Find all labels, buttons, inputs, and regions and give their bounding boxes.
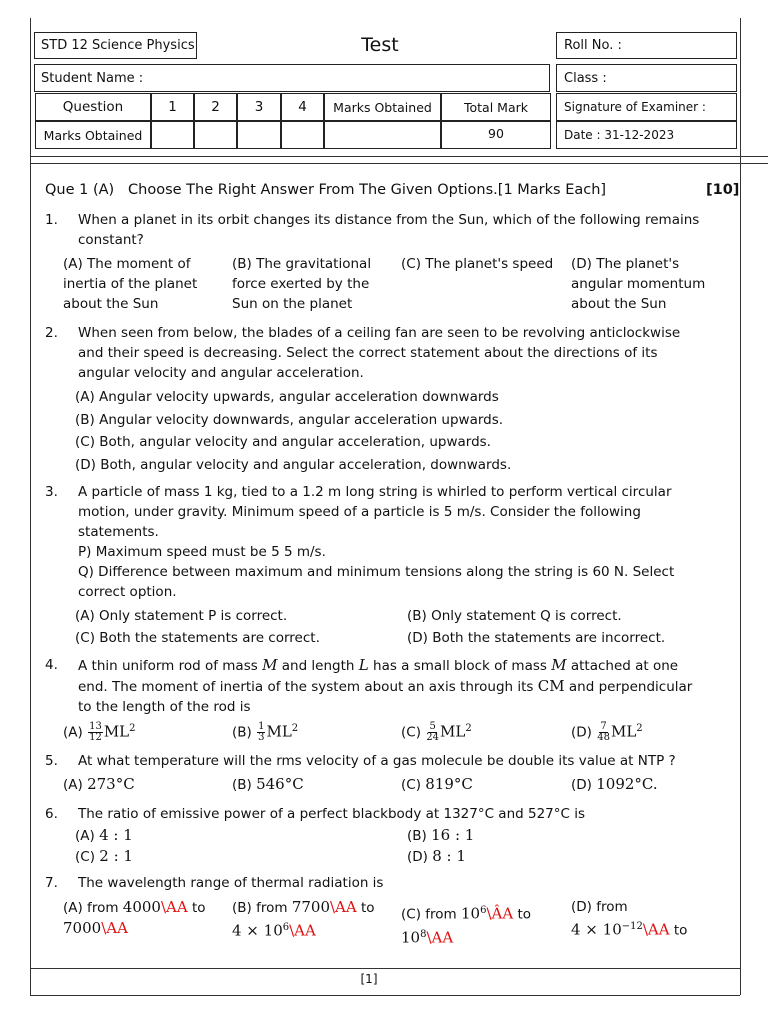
q7-number: 7. [45,875,58,891]
q7-c-from: 10 [460,904,481,923]
q4-text [78,655,708,717]
q7-d-exp: −12 [621,921,643,932]
frame-bottom-line [30,995,740,996]
q6-b-label: (B) [407,828,427,844]
q-num-4: 4 [298,99,307,115]
q4-text-1: A thin uniform rod of mass [78,658,258,674]
frame-footer-line [30,968,740,969]
q4-b-label: (B) [232,724,252,741]
q7-a-from: 4000 [122,898,161,916]
q5-option-b [232,774,304,795]
q6-d-value: 8 : 1 [432,847,466,865]
q-col-2 [194,93,237,121]
q4-b-sq: 2 [291,723,299,734]
section-marks: [10] [706,182,740,198]
q4-option-c [401,719,472,743]
student-name-label: Student Name : [41,70,144,86]
q-col-3 [237,93,281,121]
class-box [556,64,737,92]
section-title: Que 1 (A) Choose The Right Answer From The Given Options.[1 Marks Each] [45,182,607,198]
marks-obtained-row-head [35,121,151,149]
q-num-1: 1 [168,99,177,115]
q4-c-fraction [426,722,439,743]
q7-a-unit-2: \AA [101,919,128,937]
q5-b-value: 546°C [256,775,304,793]
q4-length-symbol: L [358,656,369,674]
q7-c-end: 10 [401,928,421,946]
roll-no-box [556,32,737,59]
q4-option-d [571,719,643,743]
q4-b-num: 1 [258,721,265,732]
marks-obtained-head-label: Marks Obtained [333,99,432,115]
q7-b-from: 7700 [291,898,330,916]
q7-b-from-label: (B) from [232,900,288,916]
q6-d-label: (D) [407,849,428,865]
q7-b-unit-1: \AA [330,898,357,916]
q7-b-to: to [361,900,375,916]
q4-d-den: 48 [597,732,610,743]
q4-text-3: has a small block of mass [373,658,547,674]
q6-option-a [75,825,133,846]
q3-option-d: (D) Both the statements are incorrect. [407,630,666,646]
q5-text: At what temperature will the rms velocity of a gas molecule be double its value at NTP ? [78,753,676,769]
q4-cm-symbol: CM [537,677,565,695]
q7-option-d [571,897,736,941]
q1-number: 1. [45,212,58,228]
q7-b-unit-2: \AA [289,921,316,940]
q4-b-ml: ML [266,722,292,741]
test-title: Test [361,34,399,56]
q7-text: The wavelength range of thermal radiation is [78,875,384,891]
q4-a-num: 13 [89,721,102,732]
q3-option-b: (B) Only statement Q is correct. [407,608,622,624]
q6-a-label: (A) [75,828,95,844]
q3-statement-p: P) Maximum speed must be 5 5 m/s. [78,544,326,560]
q4-option-b [232,719,298,743]
q5-option-a [63,774,135,795]
class-label: Class : [564,70,607,86]
q7-c-end-exp: 8 [420,928,427,940]
q6-a-value: 4 : 1 [99,826,133,844]
student-name-box [34,64,550,92]
q4-b-fraction [257,722,265,743]
q2-number: 2. [45,325,58,341]
q7-c-from-label: (C) from [401,906,457,923]
q4-a-sq: 2 [129,723,136,734]
q1-text: When a planet in its orbit changes its distance from the Sun, which of the following remains constant? [78,212,700,248]
date-label: Date : 31-12-2023 [564,128,675,142]
q2-option-a: (A) Angular velocity upwards, angular acceleration downwards [75,389,499,405]
q4-a-label: (A) [63,724,83,741]
q7-d-to: to [673,922,688,939]
marks-obtained-cell [324,121,441,149]
q2-option-b: (B) Angular velocity downwards, angular acceleration upwards. [75,412,504,428]
q7-b-end: 4 × 10 [232,921,283,940]
total-mark-head-label: Total Mark [464,99,528,115]
q5-b-label: (B) [232,777,252,793]
q7-a-from-label: (A) from [63,900,119,916]
q7-a-unit-1: \AA [160,898,188,916]
marks-cell-3 [237,121,281,149]
q1-option-a: (A) The moment of inertia of the planet about the Sun [63,256,198,312]
marks-obtained-row-label: Marks Obtained [43,127,143,143]
std-box [34,32,197,59]
page-number: [1] [360,972,378,986]
frame-left [30,18,31,995]
q7-a-end: 7000 [63,919,102,937]
q4-c-num: 5 [429,721,436,732]
q1-option-c: (C) The planet's speed [401,256,554,272]
q3-text: A particle of mass 1 kg, tied to a 1.2 m long string is whirled to perform vertical circular motion, under gravity. Minimum speed of a particle is 5 m/s. Consider the following statements. [78,484,672,540]
q6-c-label: (C) [75,849,95,865]
q7-c-to: to [517,906,532,923]
q5-option-c [401,774,473,795]
q4-block-mass-symbol: M [551,656,567,674]
date-box [556,121,737,149]
q4-d-sq: 2 [636,723,643,734]
q3-statement-q: Q) Difference between maximum and minimum tensions along the string is 60 N. Select correct option. [78,564,675,600]
q4-a-fraction [88,722,103,743]
q-col-4 [281,93,324,121]
separator-top [30,156,768,157]
q7-d-unit: \AA [642,920,670,939]
separator-bottom [30,163,768,164]
q4-d-label: (D) [571,724,592,741]
q-num-3: 3 [254,99,264,115]
q4-text-2: and length [281,658,355,674]
q6-option-d [407,846,466,867]
q7-c-from-exp: 6 [480,905,487,916]
q5-a-value: 273°C [87,775,135,793]
q4-d-fraction [597,722,610,743]
question-head [35,93,151,121]
q4-c-ml: ML [440,722,466,741]
q7-option-c [401,901,566,948]
q1-option-b: (B) The gravitational force exerted by the Sun on the planet [232,256,372,312]
q6-option-c [75,846,133,867]
q7-c-unit-2: \AA [426,928,454,946]
q3-number: 3. [45,484,58,500]
q6-b-value: 16 : 1 [431,826,475,844]
q7-d-from-label: (D) from [571,899,628,915]
q6-number: 6. [45,806,58,822]
marks-cell-2 [194,121,237,149]
q4-d-num: 7 [600,721,607,732]
q5-d-label: (D) [571,777,592,793]
q5-c-value: 819°C [425,775,473,793]
total-mark-cell [441,121,551,149]
q4-option-a [63,719,136,743]
q2-text: When seen from below, the blades of a ceiling fan are seen to be revolving anticlockwise and their speed is decreasing. Select the correct statement about the directions of its angular velocity and angular acceleration. [78,325,681,381]
q5-c-label: (C) [401,777,421,793]
q4-c-den: 24 [426,732,439,743]
marks-cell-1 [151,121,194,149]
q4-b-den: 3 [258,732,265,743]
q5-d-value: 1092°C. [596,775,658,793]
q4-number: 4. [45,657,58,673]
q7-a-to: to [191,900,206,916]
q5-option-d [571,774,658,795]
q7-option-a [63,897,223,939]
q4-d-ml: ML [610,722,637,741]
signature-label: Signature of Examiner : [564,100,706,114]
q3-option-c: (C) Both the statements are correct. [75,630,320,646]
q3-option-a: (A) Only statement P is correct. [75,608,288,624]
q4-text-4: attached at one end. The moment of inertia of the system about an axis through its [78,658,679,695]
q6-text: The ratio of emissive power of a perfect blackbody at 1327°C and 527°C is [78,806,586,822]
q4-a-den: 12 [89,732,102,743]
q7-option-b [232,897,397,942]
std-label: STD 12 Science Physics [41,38,195,53]
total-mark-head [441,93,551,121]
q2-option-d: (D) Both, angular velocity and angular acceleration, downwards. [75,457,512,473]
q7-b-exp: 6 [282,922,290,933]
total-mark-value: 90 [488,126,504,141]
q6-option-b [407,825,474,846]
q5-number: 5. [45,753,58,769]
marks-cell-4 [281,121,324,149]
q-num-2: 2 [211,99,220,115]
q7-d-from: 4 × 10 [571,920,622,939]
q4-c-sq: 2 [465,723,472,734]
q7-c-unit-1: \ÂA [486,904,514,923]
marks-obtained-head [324,93,441,121]
q4-mass-symbol: M [262,656,278,674]
q2-option-c: (C) Both, angular velocity and angular acceleration, upwards. [75,434,491,450]
q-col-1 [151,93,194,121]
q1-option-d: (D) The planet's angular momentum about the Sun [571,256,706,312]
q4-c-label: (C) [401,724,421,741]
q6-c-value: 2 : 1 [99,847,133,865]
q4-text-5: and perpendicular to the length of the rod is [78,679,693,715]
question-label: Question [62,99,124,115]
q5-a-label: (A) [63,777,83,793]
roll-no-label: Roll No. : [564,38,622,53]
q4-a-ml: ML [103,722,130,741]
frame-right [740,18,741,995]
signature-box [556,93,737,121]
